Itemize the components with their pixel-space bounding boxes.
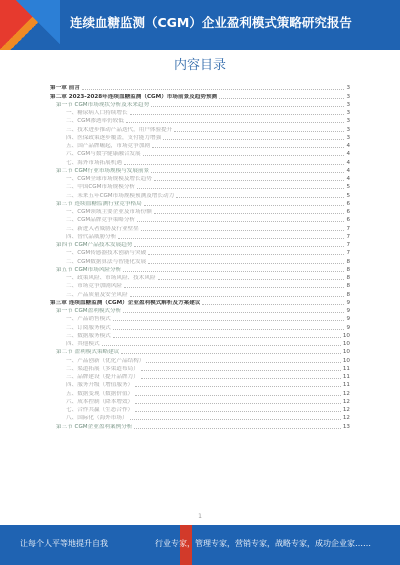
toc-leader-dots [151, 106, 344, 107]
toc-leader-dots [154, 180, 345, 181]
toc-entry-text: 第四节 CGM产品技术发展趋势 [56, 242, 133, 248]
toc-leader-dots [124, 287, 344, 288]
toc-entry-page: 11 [342, 382, 350, 389]
toc-entry-text: 第三章 连续血糖监测（CGM）企业盈利模式解析及方案建议 [50, 299, 201, 306]
toc-entry-page: 3 [346, 93, 350, 100]
toc-entry[interactable] [50, 365, 350, 373]
toc-entry-text: 一、CGM全球市场规模及增长趋势 [66, 176, 152, 182]
toc-entry-page: 9 [346, 324, 350, 331]
toc-entry[interactable] [50, 266, 350, 274]
toc-entry-text: 一、产品销售模式 [66, 316, 111, 323]
toc-entry-text: 第一节 CGM市场现状分析及未来趋势 [56, 101, 150, 108]
toc-entry-page: 10 [342, 349, 350, 356]
toc-entry-page: 8 [346, 291, 350, 298]
toc-leader-dots [82, 89, 345, 90]
header-decoration-stripe [0, 0, 60, 50]
toc-entry-page: 5 [346, 184, 350, 191]
toc-leader-dots [126, 122, 345, 123]
toc-leader-dots [130, 419, 341, 420]
toc-entry[interactable] [50, 101, 350, 109]
toc-leader-dots [118, 238, 344, 239]
toc-entry[interactable] [50, 381, 350, 389]
toc-entry[interactable] [50, 307, 350, 315]
toc-leader-dots [148, 263, 344, 264]
toc-leader-dots [102, 345, 341, 346]
toc-entry[interactable] [50, 216, 350, 224]
toc-entry[interactable] [50, 315, 350, 323]
toc-entry-text: 第二节 盈利模式策略建议 [56, 349, 120, 356]
toc-entry-page: 6 [346, 209, 350, 215]
toc-entry-page: 5 [346, 192, 350, 199]
toc-entry-text: 五、国产品牌崛起，市场竞争加剧 [66, 143, 150, 149]
toc-leader-dots [144, 205, 345, 206]
toc-entry-page: 8 [346, 283, 350, 290]
toc-entry-page: 8 [346, 258, 350, 265]
toc-entry-page: 3 [346, 134, 350, 141]
table-of-contents [50, 84, 350, 431]
toc-entry-text: 一、政策风险、市场风险、技术风险 [66, 275, 156, 281]
toc-entry-text: 三、产品质量及安全风险 [66, 291, 128, 298]
toc-entry-page: 11 [342, 365, 350, 372]
toc-entry-page: 8 [346, 275, 350, 281]
toc-entry-text: 第三节 连续血糖监测行业竞争格局 [56, 200, 142, 207]
toc-entry[interactable] [50, 109, 350, 117]
toc-leader-dots [202, 304, 344, 305]
toc-entry-page: 7 [346, 225, 350, 232]
toc-entry-page: 4 [346, 151, 350, 158]
toc-entry-page: 4 [346, 167, 350, 174]
toc-entry-page: 13 [342, 423, 350, 430]
toc-entry-text: 四、服务升级（增值服务） [66, 382, 134, 389]
page-number: 1 [198, 513, 202, 520]
toc-leader-dots [135, 411, 341, 412]
toc-entry-text: 四、医保政策逐步覆盖，支付能力增强 [66, 134, 162, 141]
toc-entry-page: 6 [346, 217, 350, 224]
toc-entry-text: 三、品牌建设（提升品牌力） [66, 374, 139, 380]
toc-leader-dots [151, 172, 344, 173]
toc-leader-dots [135, 403, 341, 404]
toc-leader-dots [130, 296, 345, 297]
toc-entry-text: 二、市场竞争加剧风险 [66, 283, 122, 290]
toc-leader-dots [113, 337, 341, 338]
toc-entry[interactable] [50, 233, 350, 241]
toc-leader-dots [174, 131, 344, 132]
toc-entry-text: 六、CGM与数字健康融合发展 [66, 151, 141, 158]
toc-entry[interactable] [50, 422, 350, 430]
toc-entry-page: 9 [346, 299, 350, 306]
toc-leader-dots [152, 147, 345, 148]
toc-entry-page: 10 [342, 357, 350, 364]
toc-entry-text: 三、数据服务模式 [66, 332, 111, 339]
toc-entry-text: 三、技术进步推动产品迭代，用户体验提升 [66, 126, 173, 133]
toc-entry-text: 第一节 CGM盈利模式分析 [56, 308, 122, 314]
toc-entry-page: 3 [346, 101, 350, 108]
toc-entry[interactable] [50, 183, 350, 191]
toc-leader-dots [121, 353, 341, 354]
toc-leader-dots [137, 221, 344, 222]
toc-entry-page: 12 [342, 390, 350, 397]
toc-leader-dots [219, 98, 344, 99]
toc-entry[interactable] [50, 224, 350, 232]
toc-leader-dots [141, 230, 345, 231]
toc-entry[interactable] [50, 134, 350, 142]
toc-entry[interactable] [50, 274, 350, 282]
toc-entry-page: 4 [346, 159, 350, 166]
toc-entry[interactable] [50, 389, 350, 397]
toc-leader-dots [143, 155, 345, 156]
toc-entry[interactable] [50, 398, 350, 406]
toc-entry-text: 二、渠道拓展（多渠道布局） [66, 365, 139, 372]
report-title: 连续血糖监测（CGM）企业盈利模式策略研究报告 [70, 15, 352, 30]
toc-entry-page: 9 [346, 316, 350, 323]
toc-leader-dots [141, 378, 341, 379]
toc-entry-page: 12 [342, 415, 350, 422]
toc-leader-dots [163, 139, 344, 140]
toc-entry-text: 二、CGM渗透率仍较低 [66, 118, 124, 125]
footer-banner [0, 525, 400, 565]
toc-entry-text: 一、CGM领域主要企业及市场份额 [66, 209, 152, 215]
toc-entry-page: 12 [342, 407, 350, 413]
toc-leader-dots [124, 164, 344, 165]
toc-entry[interactable] [50, 208, 350, 216]
toc-entry-text: 七、海外市场拓展机遇 [66, 159, 122, 166]
toc-entry-text: 第五节 CGM市场风险分析 [56, 266, 122, 273]
toc-entry[interactable] [50, 332, 350, 340]
toc-entry[interactable] [50, 158, 350, 166]
toc-heading: 内容目录 [173, 58, 226, 73]
toc-entry-text: 第一章 前言 [50, 85, 80, 92]
toc-entry-text: 七、合作共赢（生态合作） [66, 407, 134, 413]
toc-entry[interactable] [50, 414, 350, 422]
toc-entry[interactable] [50, 257, 350, 265]
footer-slogan: 让每个人平等地提升自我 [20, 539, 108, 548]
toc-entry[interactable] [50, 290, 350, 298]
toc-leader-dots [148, 254, 344, 255]
toc-entry-text: 一、产品创新（优化产品结构） [66, 357, 145, 364]
toc-entry-text: 一、糖尿病人口持续增长 [66, 110, 128, 116]
toc-entry[interactable] [50, 175, 350, 183]
toc-entry-text: 二、CGM数据算法与智能化发展 [66, 258, 147, 265]
toc-entry-page: 4 [346, 176, 350, 182]
toc-entry-page: 3 [346, 110, 350, 116]
toc-entry[interactable] [50, 125, 350, 133]
toc-leader-dots [113, 320, 345, 321]
toc-entry[interactable] [50, 323, 350, 331]
footer-tagline: 行业专家，管理专家，营销专家，战略专家，成功企业家…… [155, 539, 371, 548]
toc-entry[interactable] [50, 117, 350, 125]
toc-leader-dots [135, 395, 341, 396]
toc-leader-dots [154, 213, 345, 214]
toc-entry-page: 10 [342, 332, 350, 339]
toc-leader-dots [134, 428, 340, 429]
toc-entry-text: 六、成本控制（降本增效） [66, 398, 134, 405]
toc-entry-text: 二、中国CGM市场规模分析 [66, 184, 136, 191]
toc-entry-text: 二、CGM品牌竞争策略分析 [66, 217, 136, 224]
toc-entry-text: 三、新进入者威胁及行业壁垒 [66, 225, 139, 232]
toc-leader-dots [123, 312, 344, 313]
toc-entry-text: 四、其他模式 [66, 341, 100, 347]
toc-entry-text: 第二节 CGM行业市场规模与发展前景 [56, 167, 150, 174]
toc-entry[interactable] [50, 340, 350, 348]
toc-entry[interactable] [50, 92, 350, 100]
toc-entry-text: 八、国际化（海外市场） [66, 415, 128, 422]
toc-entry[interactable] [50, 282, 350, 290]
toc-entry-page: 10 [342, 341, 350, 347]
toc-leader-dots [137, 188, 344, 189]
toc-leader-dots [123, 271, 344, 272]
toc-entry-page: 6 [346, 200, 350, 207]
toc-entry-page: 3 [346, 85, 350, 92]
toc-leader-dots [158, 279, 345, 280]
toc-entry[interactable] [50, 84, 350, 92]
toc-entry[interactable] [50, 356, 350, 364]
toc-entry-text: 一、CGM传感器技术创新与突破 [66, 250, 147, 257]
toc-entry[interactable] [50, 167, 350, 175]
toc-entry[interactable] [50, 348, 350, 356]
toc-entry[interactable] [50, 406, 350, 414]
toc-entry[interactable] [50, 241, 350, 249]
toc-entry-page: 7 [346, 242, 350, 248]
toc-entry-text: 四、替代品威胁分析 [66, 233, 117, 240]
toc-entry-text: 五、数据变现（数据价值） [66, 390, 134, 397]
toc-entry-page: 11 [342, 374, 350, 380]
toc-entry-page: 8 [346, 266, 350, 273]
toc-leader-dots [130, 114, 345, 115]
toc-entry-page: 9 [346, 308, 350, 314]
toc-entry-page: 7 [346, 233, 350, 240]
toc-entry[interactable] [50, 373, 350, 381]
header-banner [0, 0, 400, 50]
toc-entry-text: 第三节 CGM企业盈利案例分析 [56, 423, 133, 430]
toc-entry-page: 7 [346, 250, 350, 257]
toc-leader-dots [113, 329, 345, 330]
toc-entry-page: 3 [346, 118, 350, 125]
toc-entry-text: 二、订阅服务模式 [66, 324, 111, 331]
toc-entry[interactable] [50, 200, 350, 208]
toc-leader-dots [141, 370, 341, 371]
toc-entry[interactable] [50, 191, 350, 199]
toc-entry-page: 12 [342, 398, 350, 405]
toc-entry[interactable] [50, 299, 350, 307]
toc-entry-page: 4 [346, 143, 350, 149]
toc-entry[interactable] [50, 249, 350, 257]
toc-leader-dots [146, 362, 341, 363]
toc-entry[interactable] [50, 150, 350, 158]
toc-entry-text: 第二章 2023-2028年连续血糖监测（CGM）市场前景及趋势预测 [50, 93, 218, 100]
toc-leader-dots [176, 197, 344, 198]
toc-entry-text: 三、未来五年CGM市场规模预测及增长动力 [66, 192, 175, 199]
toc-entry-page: 3 [346, 126, 350, 133]
toc-leader-dots [135, 386, 341, 387]
toc-entry[interactable] [50, 142, 350, 150]
toc-leader-dots [134, 246, 344, 247]
